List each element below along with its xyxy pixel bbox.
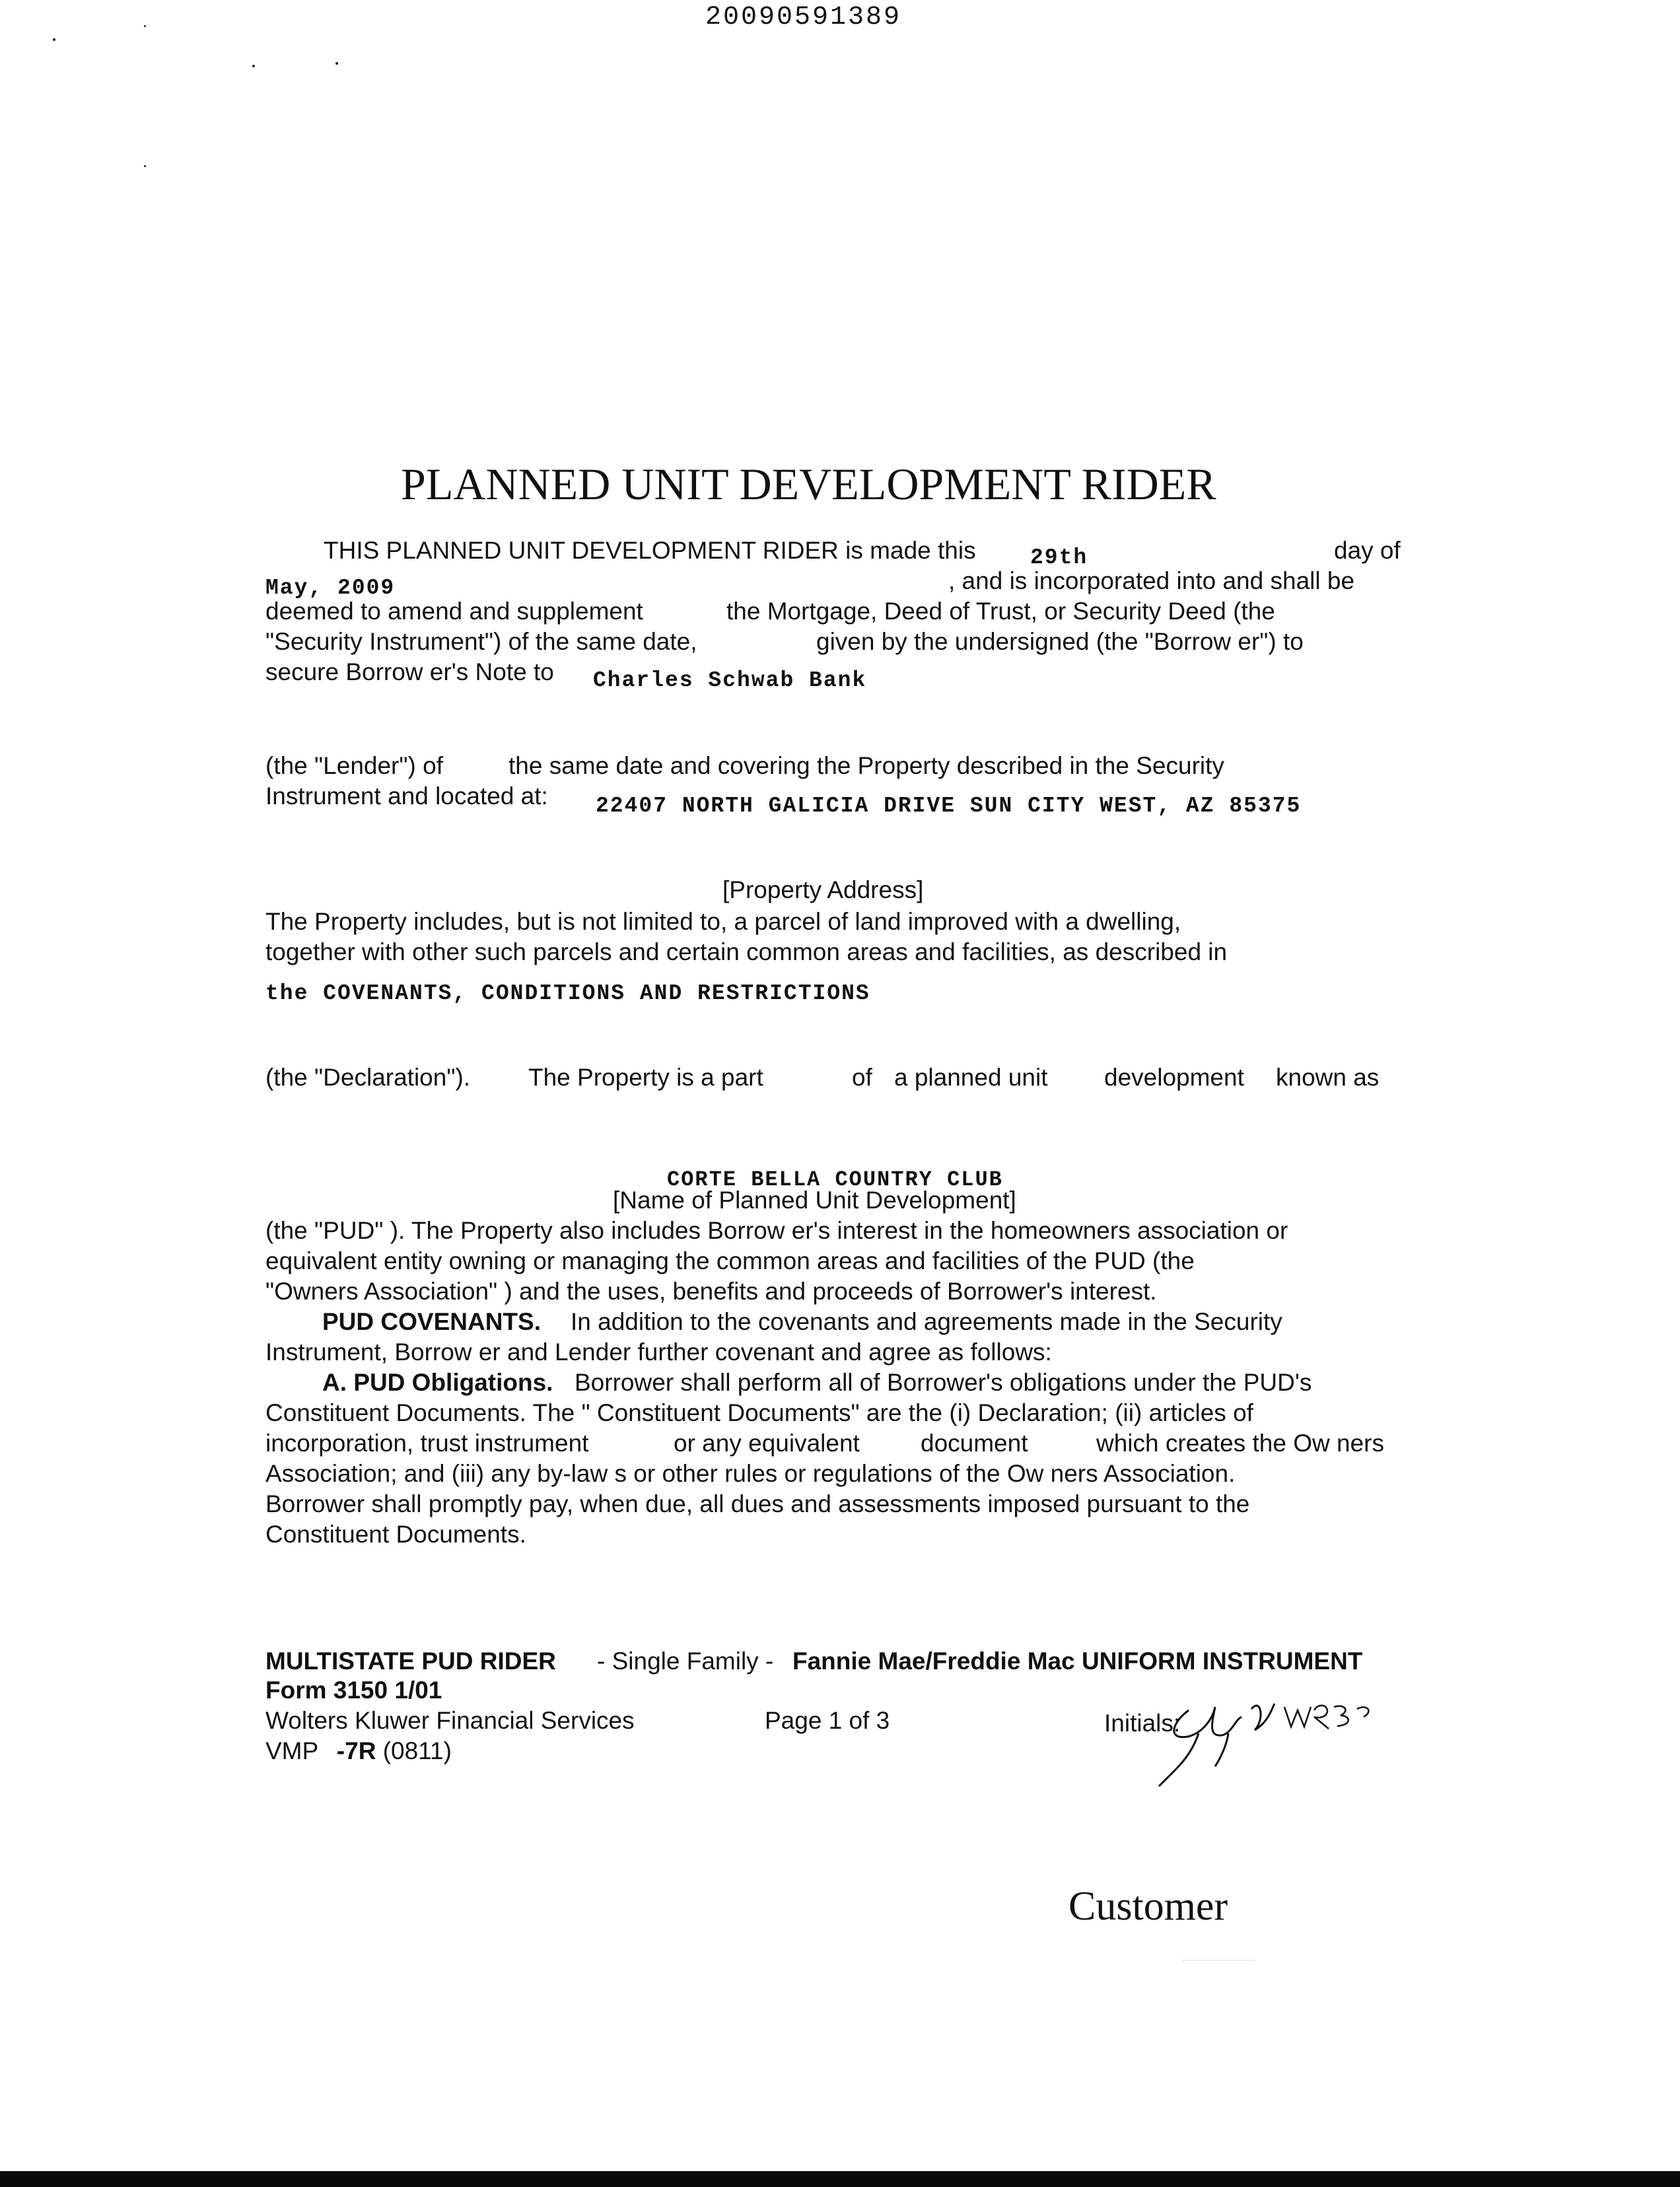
intro-line-3a: deemed to amend and supplement (265, 598, 643, 625)
declaration-b: The Property is a part (528, 1064, 763, 1091)
day-of-label: day of (1334, 537, 1401, 564)
footer-vmp-a: VMP (265, 1737, 318, 1764)
footer-uniform: Fannie Mae/Freddie Mac UNIFORM INSTRUMENT (792, 1648, 1363, 1675)
obligations-line-6: Constituent Documents. (265, 1521, 526, 1548)
property-line-3: (the "PUD" ). The Property also includes Borrow er's interest in the homeowners association or (265, 1217, 1288, 1244)
initials-label: Initials: (1104, 1710, 1181, 1737)
pud-name-caption: [Name of Planned Unit Development] (613, 1187, 1016, 1214)
declaration-e: development (1104, 1064, 1244, 1091)
day-value: 29th (1030, 545, 1088, 570)
footer-vmp (265, 1737, 452, 1766)
intro-line-1: THIS PLANNED UNIT DEVELOPMENT RIDER is made this (324, 537, 976, 564)
covenants-line-1: In addition to the covenants and agreements made in the Security (571, 1308, 1282, 1335)
lender-value: Charles Schwab Bank (593, 668, 867, 693)
pud-obligations-heading: A. PUD Obligations. (322, 1369, 553, 1396)
footer-vmp-b: -7R (336, 1737, 376, 1764)
declaration-value: the COVENANTS, CONDITIONS AND RESTRICTIONS (265, 981, 870, 1006)
property-line-1: The Property includes, but is not limited to, a parcel of land improved with a dwelling, (265, 908, 1181, 935)
scan-speck (144, 25, 146, 27)
lender-line-1b: the same date and covering the Property described in the Security (508, 752, 1224, 779)
obligations-line-3c: document (921, 1430, 1028, 1457)
footer-vmp-c: (0811) (382, 1737, 452, 1764)
property-address-value: 22407 NORTH GALICIA DRIVE SUN CITY WEST, AZ 85375 (596, 794, 1302, 818)
property-line-4: equivalent entity owning or managing the common areas and facilities of the PUD (the (265, 1247, 1195, 1274)
scan-speck (335, 62, 338, 65)
page-title: PLANNED UNIT DEVELOPMENT RIDER (401, 459, 1216, 509)
obligations-line-1: Borrower shall perform all of Borrower's obligations under the PUD's (575, 1369, 1312, 1396)
declaration-c: of (852, 1064, 872, 1091)
obligations-line-2: Constituent Documents. The " Constituent Documents" are the (i) Declaration; (ii) articles of (265, 1399, 1253, 1426)
intro-line-4b: given by the undersigned (the "Borrow er") to (816, 628, 1304, 655)
scan-speck (144, 165, 146, 167)
lender-line-2: Instrument and located at: (265, 782, 548, 810)
footer-family: - Single Family - (597, 1648, 774, 1675)
month-year-value: May, 2009 (265, 576, 396, 600)
initials-signature (1149, 1671, 1413, 1789)
obligations-line-4: Association; and (iii) any by-law s or other rules or regulations of the Ow ners Association. (265, 1460, 1236, 1487)
intro-line-4a: "Security Instrument") of the same date, (265, 628, 697, 655)
declaration-d: a planned unit (894, 1064, 1048, 1091)
obligations-line-3a: incorporation, trust instrument (265, 1430, 589, 1457)
pud-name-value: CORTE BELLA COUNTRY CLUB (667, 1167, 1003, 1192)
scan-speck (252, 65, 255, 67)
intro-line-2: , and is incorporated into and shall be (948, 567, 1355, 594)
intro-line-5: secure Borrow er's Note to (265, 658, 554, 685)
obligations-line-5: Borrower shall promptly pay, when due, all dues and assessments imposed pursuant to the (265, 1490, 1250, 1517)
footer-rider: MULTISTATE PUD RIDER (265, 1648, 556, 1675)
covenants-line-2: Instrument, Borrow er and Lender further covenant and agree as follows: (265, 1338, 1052, 1366)
property-address-caption: [Property Address] (722, 876, 924, 903)
property-line-5: "Owners Association" ) and the uses, benefits and proceeds of Borrower's interest. (265, 1278, 1157, 1305)
intro-line-3b: the Mortgage, Deed of Trust, or Security Deed (the (726, 598, 1275, 625)
document-number: 20090591389 (705, 3, 902, 32)
property-line-2: together with other such parcels and certain common areas and facilities, as described in (265, 938, 1228, 965)
scan-speck (53, 38, 55, 41)
footer-form: Form 3150 1/01 (265, 1677, 442, 1704)
declaration-a: (the "Declaration"). (265, 1064, 471, 1091)
obligations-line-3b: or any equivalent (674, 1430, 860, 1457)
scan-line (1182, 1960, 1255, 1961)
declaration-f: known as (1276, 1064, 1380, 1091)
pud-covenants-heading: PUD COVENANTS. (322, 1308, 541, 1335)
footer-publisher: Wolters Kluwer Financial Services (265, 1707, 635, 1734)
footer-page: Page 1 of 3 (765, 1707, 890, 1734)
lender-line-1a: (the "Lender") of (265, 752, 443, 779)
obligations-line-3d: which creates the Ow ners (1096, 1430, 1384, 1457)
scan-bottom-edge (0, 2171, 1680, 2187)
customer-stamp: Customer (1068, 1884, 1228, 1929)
